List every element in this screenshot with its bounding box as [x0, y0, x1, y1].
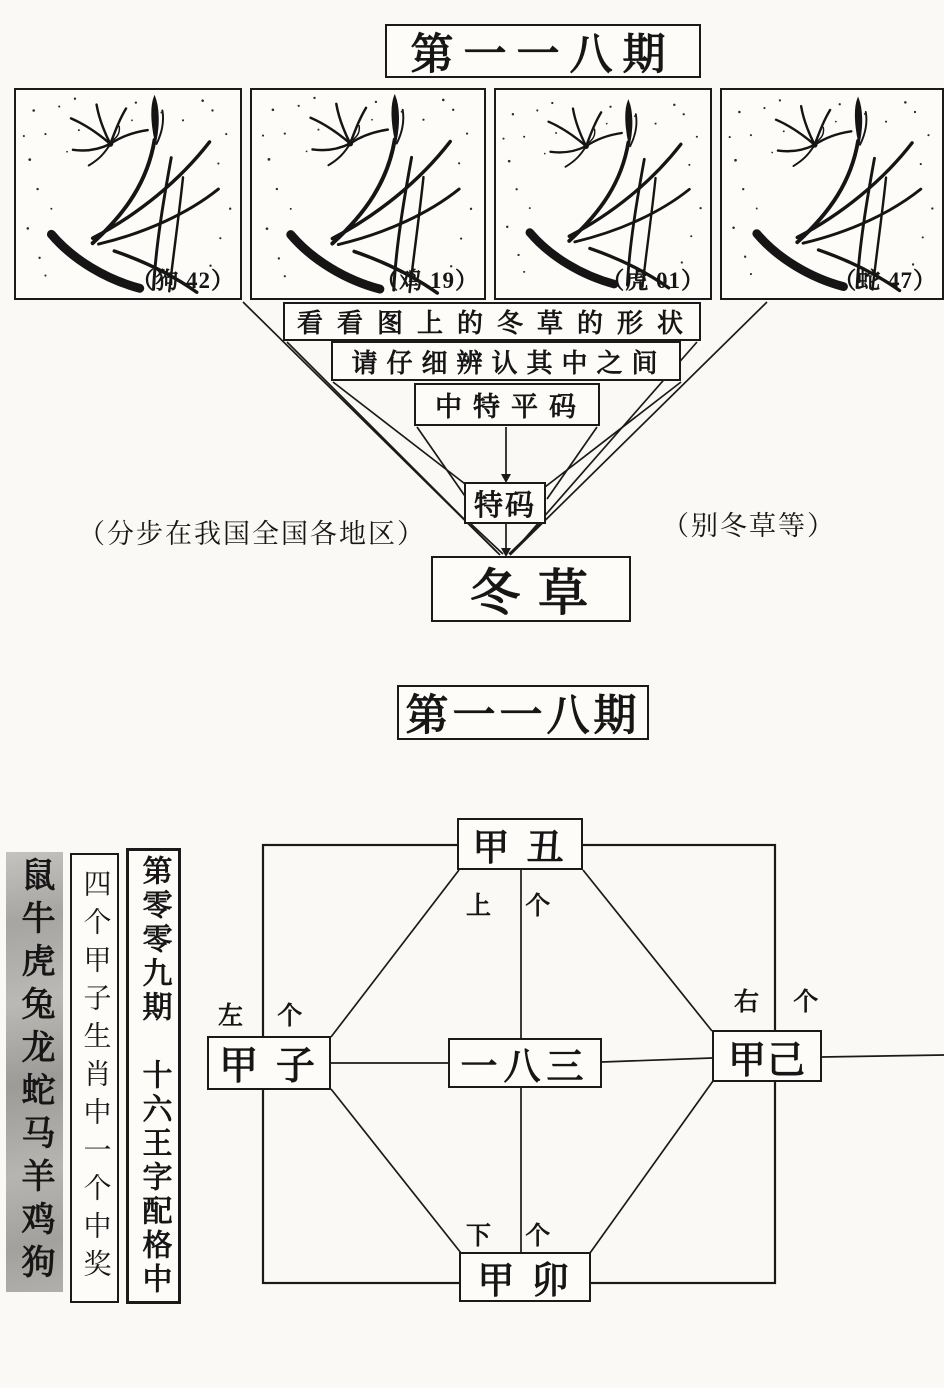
zodiac-caption-1: （狗 42） — [131, 268, 235, 293]
flower-panel-1 — [14, 88, 242, 300]
diagram-label-bottom: 下 个 — [466, 1223, 565, 1250]
diagram-box-center: 一八三 — [448, 1038, 602, 1088]
diagram-label-top: 上 个 — [466, 893, 565, 920]
slogan-text: 四个甲子生肖中一个中奖 — [79, 869, 111, 1287]
funnel-row-2: 请仔细辨认其中之间 — [331, 341, 681, 381]
diagram-label-left: 左 个 — [218, 1003, 317, 1030]
grid-note-column — [126, 848, 181, 1304]
zodiac-caption-3: （虎 01） — [601, 268, 705, 293]
diagram-box-top: 甲 丑 — [457, 818, 583, 870]
slogan-column — [70, 853, 119, 1303]
zodiac-list-column — [6, 852, 63, 1292]
diagram-box-bottom: 甲 卯 — [459, 1252, 591, 1302]
zodiac-caption-4: （蛇 47） — [833, 268, 937, 293]
zodiac-caption-2: （鸡 19） — [375, 268, 479, 293]
funnel-result-box: 冬草 — [431, 556, 631, 622]
issue-title-top: 第一一八期 — [385, 24, 701, 78]
note-right: （别冬草等） — [662, 511, 836, 541]
flower-panel-2 — [250, 88, 486, 300]
note-left: （分步在我国全国各地区） — [78, 519, 426, 549]
diagram-label-right: 右 个 — [734, 989, 833, 1016]
funnel-row-1: 看看图上的冬草的形状 — [283, 302, 701, 341]
flower-panel-3 — [494, 88, 712, 300]
grid-note-text: 第零零九期 十六王字配格中 — [137, 855, 171, 1297]
zodiac-list-text: 鼠牛虎兔龙蛇马羊鸡狗 — [16, 857, 53, 1287]
funnel-row-3: 中特平码 — [414, 383, 600, 426]
issue-title-bottom: 第一一八期 — [397, 685, 649, 740]
diagram-box-right: 甲己 — [712, 1030, 822, 1082]
diagram-box-left: 甲 子 — [207, 1036, 331, 1090]
flower-panel-4 — [720, 88, 944, 300]
funnel-special-code-box: 特码 — [464, 482, 546, 524]
